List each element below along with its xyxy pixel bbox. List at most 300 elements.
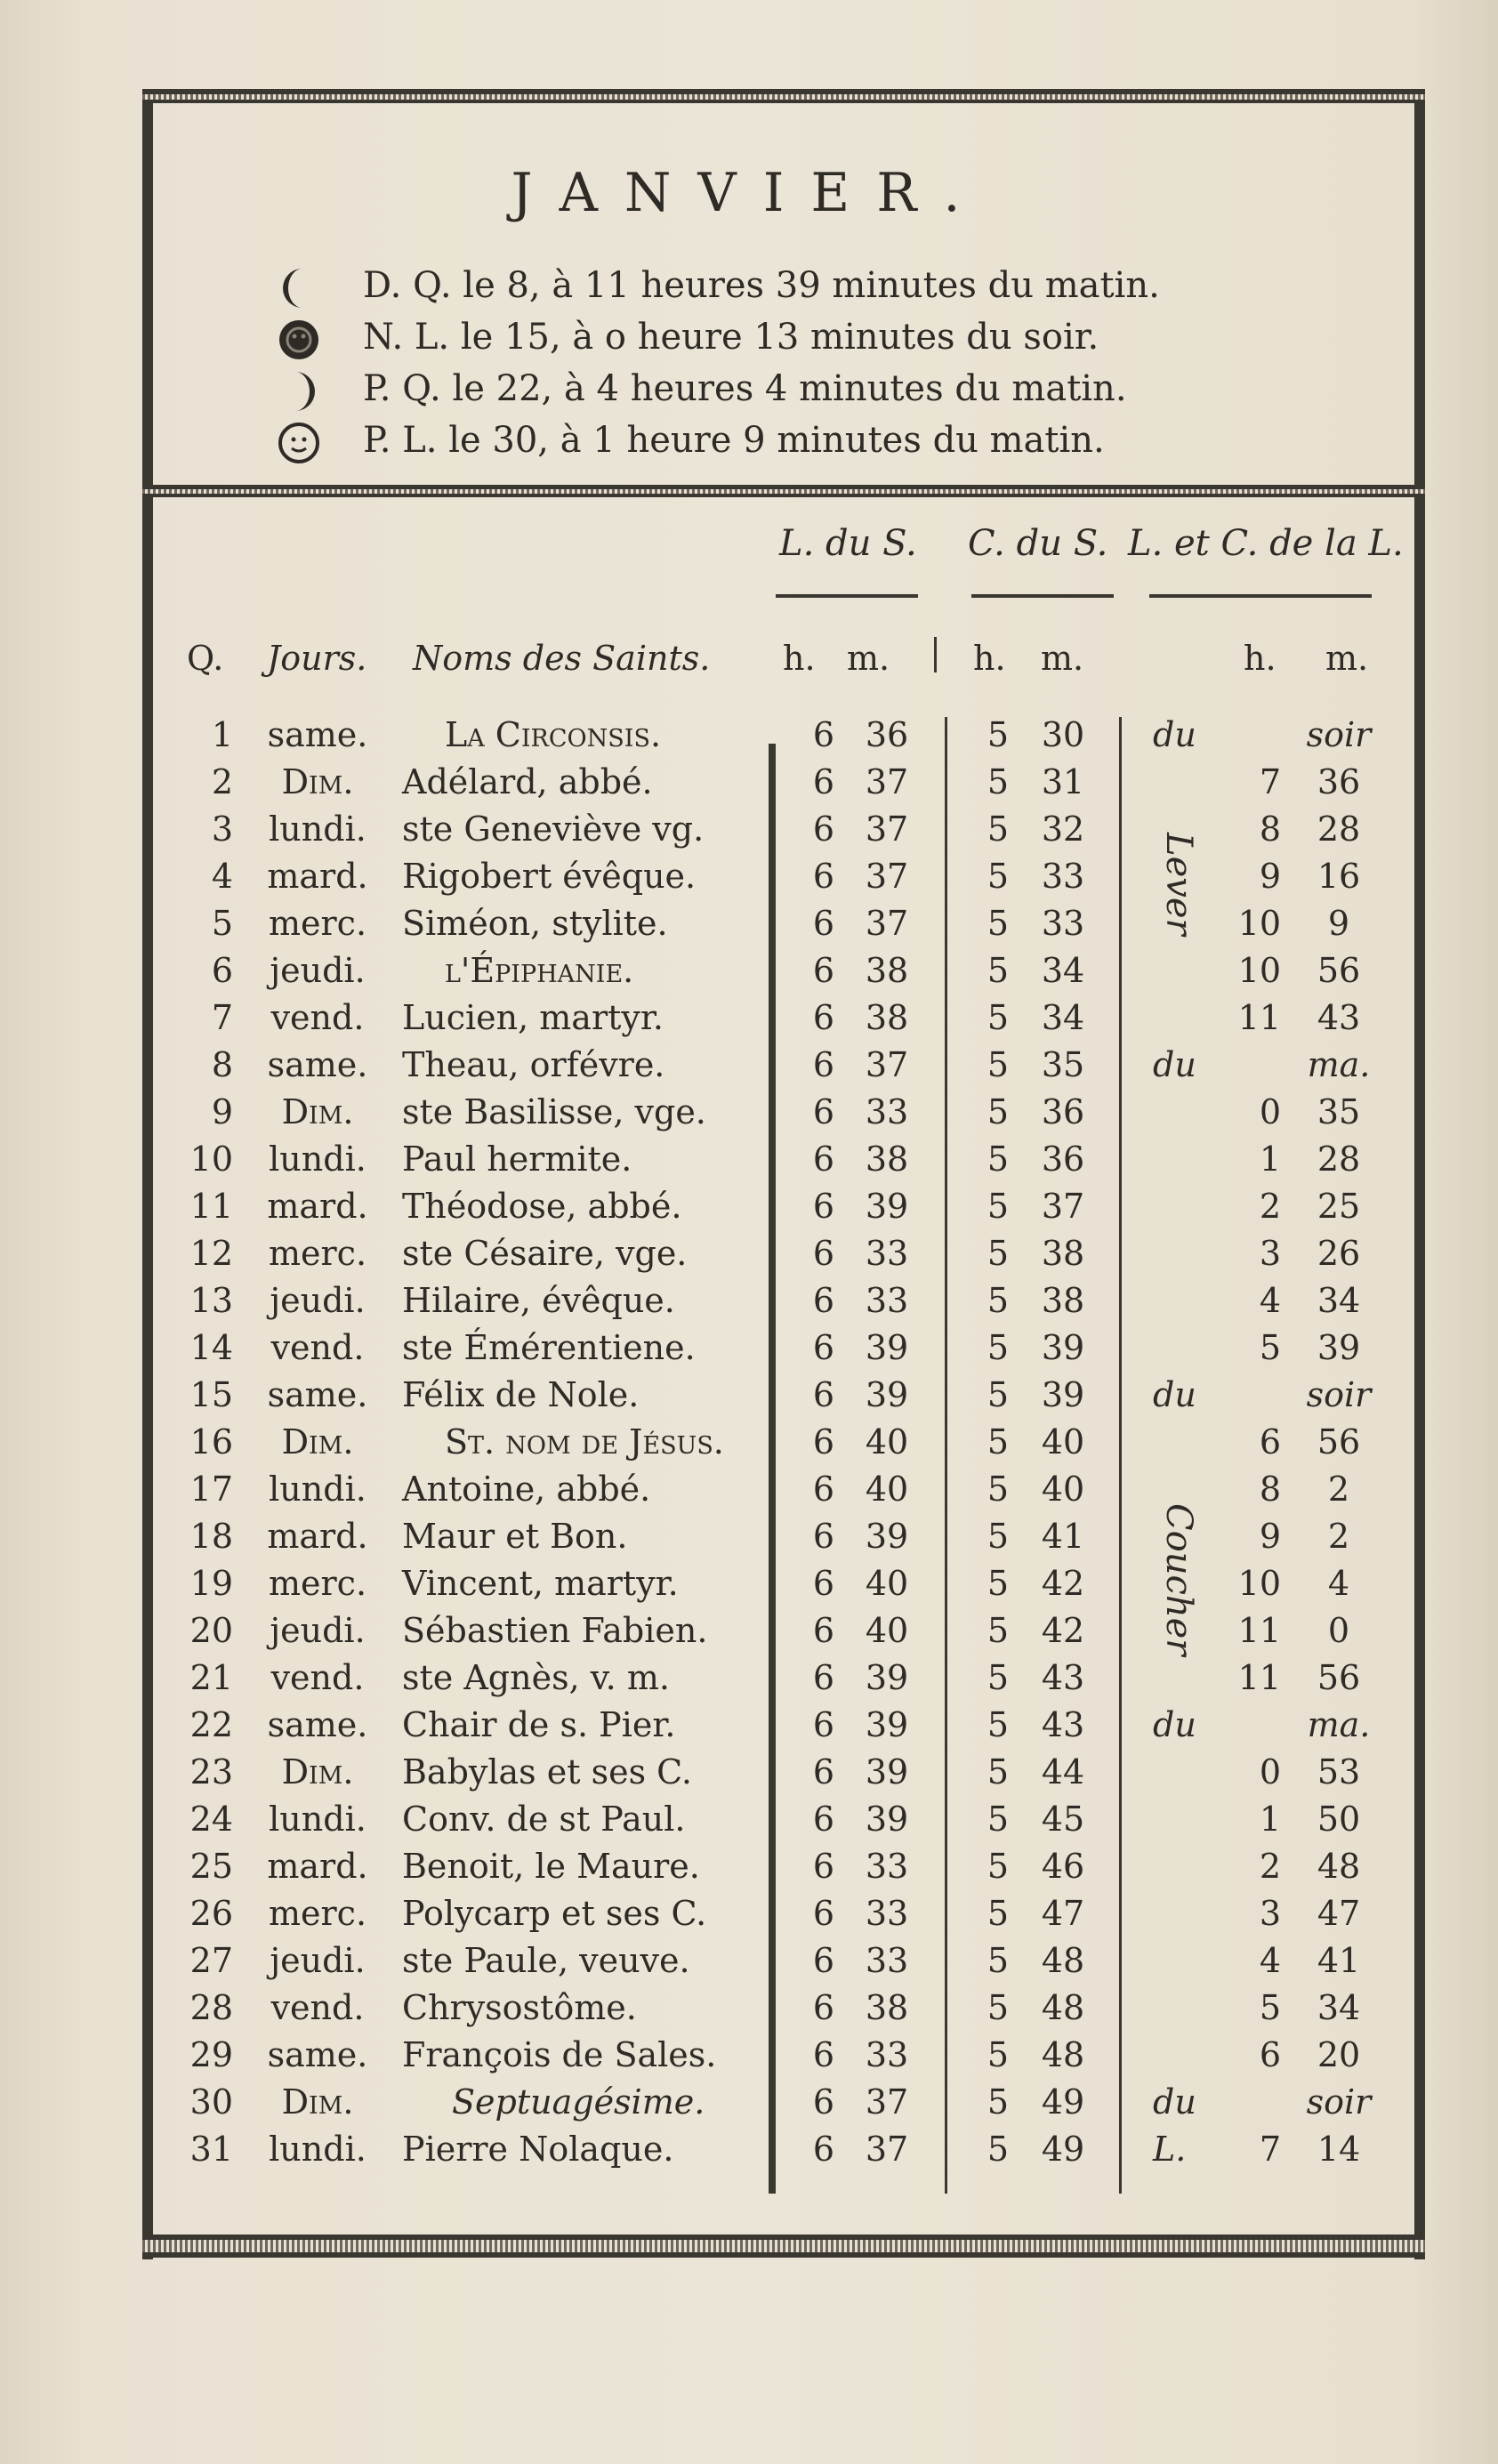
sunset-minute: 43	[1041, 1705, 1085, 1744]
moon-hour: 1	[1259, 1800, 1281, 1839]
sunset-minute: 31	[1041, 762, 1085, 801]
day-number: 13	[189, 1281, 233, 1320]
day-number: 23	[189, 1752, 233, 1792]
saint-name: Maur et Bon.	[402, 1517, 628, 1556]
moon-hour: 5	[1259, 1988, 1281, 2027]
saint-name: ste Émérentiene.	[402, 1328, 696, 1367]
saint-name: Septuagésime.	[452, 2082, 705, 2122]
header-h: h.	[783, 639, 816, 678]
sunrise-hour: 6	[812, 1705, 835, 1744]
table-row	[0, 1230, 1498, 1277]
moon-hour: 3	[1259, 1234, 1281, 1273]
sunset-hour: 5	[987, 1847, 1010, 1886]
phase-full-moon	[276, 415, 1343, 466]
sunrise-hour: 6	[812, 1800, 835, 1839]
moon-minute: 26	[1317, 1234, 1361, 1273]
sunrise-minute: 33	[865, 1092, 909, 1131]
moon-minute: 43	[1317, 998, 1361, 1037]
saint-name: Adélard, abbé.	[402, 762, 653, 801]
table-row	[0, 1372, 1498, 1419]
sunset-hour: 5	[987, 1800, 1010, 1839]
header-h: h.	[973, 639, 1006, 678]
table-row	[0, 1466, 1498, 1513]
weekday: Dim.	[281, 1092, 354, 1131]
moon-minute: 39	[1317, 1328, 1361, 1367]
month-title: JANVIER.	[511, 162, 987, 224]
moon-hour: 10	[1237, 904, 1281, 943]
table-row	[0, 1749, 1498, 1796]
sunrise-hour: 6	[812, 1422, 835, 1461]
moon-hour: 1	[1259, 1139, 1281, 1179]
sunrise-minute: 40	[865, 1611, 909, 1650]
weekday: same.	[267, 2035, 368, 2074]
sunrise-minute: 39	[865, 1187, 909, 1226]
sunrise-minute: 37	[865, 762, 909, 801]
moon-minute: 20	[1317, 2035, 1361, 2074]
sunset-minute: 37	[1041, 1187, 1085, 1226]
table-row	[0, 1796, 1498, 1843]
weekday: same.	[267, 1045, 368, 1084]
moon-note: du	[1153, 1375, 1196, 1414]
table-row	[0, 1985, 1498, 2032]
header-saints: Noms des Saints.	[413, 639, 711, 678]
sunrise-hour: 6	[812, 1847, 835, 1886]
sunrise-minute: 36	[865, 715, 909, 754]
day-number: 28	[189, 1988, 233, 2027]
sunset-hour: 5	[987, 2130, 1010, 2169]
sunrise-hour: 6	[812, 857, 835, 896]
weekday: Dim.	[281, 1752, 354, 1792]
sunrise-minute: 39	[865, 1517, 909, 1556]
sunrise-hour: 6	[812, 1375, 835, 1414]
day-number: 16	[189, 1422, 233, 1461]
sunrise-hour: 6	[812, 1187, 835, 1226]
day-number: 15	[189, 1375, 233, 1414]
sunset-hour: 5	[987, 1517, 1010, 1556]
moon-minute: 34	[1317, 1281, 1361, 1320]
saint-name: Hilaire, évêque.	[402, 1281, 675, 1320]
moon-minute: 2	[1327, 1517, 1350, 1556]
table-row	[0, 1560, 1498, 1607]
sunset-hour: 5	[987, 1752, 1010, 1792]
day-number: 14	[189, 1328, 233, 1367]
saint-name: Sébastien Fabien.	[402, 1611, 708, 1650]
sunset-minute: 34	[1041, 951, 1085, 990]
saint-name: Benoit, le Maure.	[402, 1847, 700, 1886]
header-jours: Jours.	[267, 639, 367, 678]
saint-name: Babylas et ses C.	[402, 1752, 692, 1792]
day-number: 6	[211, 951, 233, 990]
saint-name: Lucien, martyr.	[402, 998, 664, 1037]
moon-minute: 0	[1327, 1611, 1350, 1650]
weekday: vend.	[270, 998, 365, 1037]
saint-name: Pierre Nolaque.	[402, 2130, 674, 2169]
moon-hour: 5	[1259, 1328, 1281, 1367]
table-row	[0, 1325, 1498, 1372]
moon-minute: 14	[1317, 2130, 1361, 2169]
sunset-hour: 5	[987, 1328, 1010, 1367]
sunrise-minute: 39	[865, 1658, 909, 1697]
sunset-minute: 39	[1041, 1328, 1085, 1367]
sunrise-hour: 6	[812, 2082, 835, 2122]
weekday: mard.	[267, 1187, 368, 1226]
moon-minute: 50	[1317, 1800, 1361, 1839]
day-number: 7	[211, 998, 233, 1037]
coucher-label: Coucher	[1158, 1503, 1199, 1656]
weekday: merc.	[268, 904, 367, 943]
sunrise-minute: 33	[865, 1281, 909, 1320]
sunset-hour: 5	[987, 1092, 1010, 1131]
moon-minute: 25	[1317, 1187, 1361, 1226]
moon-hour: 4	[1259, 1941, 1281, 1980]
table-row	[0, 1042, 1498, 1089]
day-number: 17	[189, 1470, 233, 1509]
table-row	[0, 1089, 1498, 1136]
heading-rule	[1149, 594, 1372, 598]
phase-text: N. L. le 15, à o heure 13 minutes du soir.	[363, 317, 1099, 358]
sunset-hour: 5	[987, 1139, 1010, 1179]
moon-phases	[276, 260, 1343, 466]
moon-hour: 11	[1237, 998, 1281, 1037]
sunrise-hour: 6	[812, 1517, 835, 1556]
sunset-hour: 5	[987, 2035, 1010, 2074]
sunrise-hour: 6	[812, 715, 835, 754]
sunrise-hour: 6	[812, 2130, 835, 2169]
day-number: 29	[189, 2035, 233, 2074]
day-number: 1	[211, 715, 233, 754]
header-h: h.	[1244, 639, 1277, 678]
header-q: Q.	[187, 639, 224, 678]
moon-hour: 0	[1259, 1752, 1281, 1792]
sunrise-minute: 39	[865, 1800, 909, 1839]
full-moon-icon	[276, 420, 322, 466]
sunrise-hour: 6	[812, 762, 835, 801]
weekday: merc.	[268, 1234, 367, 1273]
saint-name: Chrysostôme.	[402, 1988, 637, 2027]
table-row	[0, 1277, 1498, 1325]
sunrise-hour: 6	[812, 1139, 835, 1179]
sunrise-minute: 39	[865, 1752, 909, 1792]
sunrise-hour: 6	[812, 1045, 835, 1084]
table-row	[0, 1937, 1498, 1985]
sunrise-hour: 6	[812, 1611, 835, 1650]
sunset-minute: 34	[1041, 998, 1085, 1037]
sunset-minute: 42	[1041, 1564, 1085, 1603]
sunset-hour: 5	[987, 2082, 1010, 2122]
sunset-hour: 5	[987, 857, 1010, 896]
weekday: same.	[267, 1705, 368, 1744]
day-number: 18	[189, 1517, 233, 1556]
table-row	[0, 2079, 1498, 2126]
sunset-minute: 49	[1041, 2130, 1085, 2169]
phase-first-quarter	[276, 363, 1343, 415]
sunset-heading: C. du S.	[968, 523, 1108, 564]
moon-minute: soir	[1306, 715, 1372, 754]
sunrise-minute: 38	[865, 1988, 909, 2027]
weekday: mard.	[267, 1847, 368, 1886]
sunset-minute: 39	[1041, 1375, 1085, 1414]
moon-minute: 41	[1317, 1941, 1361, 1980]
weekday: jeudi.	[270, 1611, 366, 1650]
sunset-minute: 48	[1041, 1941, 1085, 1980]
moon-minute: 56	[1317, 1422, 1361, 1461]
sunrise-hour: 6	[812, 904, 835, 943]
saint-name: François de Sales.	[402, 2035, 717, 2074]
sunrise-minute: 37	[865, 904, 909, 943]
sunset-hour: 5	[987, 1375, 1010, 1414]
heading-rule	[776, 594, 918, 598]
sunrise-minute: 33	[865, 1847, 909, 1886]
table-row	[0, 759, 1498, 806]
moon-hour: 8	[1259, 809, 1281, 849]
sunrise-hour: 6	[812, 1328, 835, 1367]
saint-name: La Circonsis.	[445, 715, 662, 754]
day-number: 4	[211, 857, 233, 896]
sunset-hour: 5	[987, 1045, 1010, 1084]
sunrise-minute: 38	[865, 951, 909, 990]
saint-name: ste Basilisse, vge.	[402, 1092, 706, 1131]
sunset-minute: 42	[1041, 1611, 1085, 1650]
sunset-minute: 33	[1041, 904, 1085, 943]
weekday: jeudi.	[270, 1941, 366, 1980]
sunrise-minute: 38	[865, 998, 909, 1037]
sunset-hour: 5	[987, 1422, 1010, 1461]
sunset-hour: 5	[987, 1281, 1010, 1320]
sunrise-minute: 39	[865, 1328, 909, 1367]
phase-last-quarter	[276, 260, 1343, 311]
sunrise-hour: 6	[812, 1234, 835, 1273]
weekday: lundi.	[269, 1470, 366, 1509]
lever-label: Lever	[1158, 833, 1199, 936]
moon-note: du	[1153, 715, 1196, 754]
sunrise-hour: 6	[812, 1941, 835, 1980]
weekday: same.	[267, 1375, 368, 1414]
sunrise-minute: 37	[865, 857, 909, 896]
sunrise-hour: 6	[812, 1894, 835, 1933]
moon-hour: 6	[1259, 1422, 1281, 1461]
saint-name: Siméon, stylite.	[402, 904, 668, 943]
day-number: 11	[189, 1187, 233, 1226]
moon-minute: ma.	[1307, 1705, 1371, 1744]
moon-minute: 35	[1317, 1092, 1361, 1131]
sunset-minute: 43	[1041, 1658, 1085, 1697]
saint-name: ste Agnès, v. m.	[402, 1658, 670, 1697]
table-row	[0, 1607, 1498, 1655]
sunset-hour: 5	[987, 1611, 1010, 1650]
table-row	[0, 1702, 1498, 1749]
top-ornament-rule	[142, 89, 1425, 103]
table-row	[0, 947, 1498, 994]
sunrise-minute: 33	[865, 1894, 909, 1933]
moon-hour: 6	[1259, 2035, 1281, 2074]
moon-minute: 4	[1327, 1564, 1350, 1603]
weekday: vend.	[270, 1328, 365, 1367]
day-number: 10	[189, 1139, 233, 1179]
moon-hour: 7	[1259, 762, 1281, 801]
sunset-hour: 5	[987, 809, 1010, 849]
sunrise-hour: 6	[812, 809, 835, 849]
moon-minute: soir	[1306, 2082, 1372, 2122]
sunrise-hour: 6	[812, 1658, 835, 1697]
sunset-minute: 40	[1041, 1422, 1085, 1461]
sunset-hour: 5	[987, 762, 1010, 801]
phase-text: P. Q. le 22, à 4 heures 4 minutes du matin.	[363, 368, 1127, 409]
sunset-minute: 30	[1041, 715, 1085, 754]
weekday: Dim.	[281, 2082, 354, 2122]
sunset-minute: 47	[1041, 1894, 1085, 1933]
day-number: 3	[211, 809, 233, 849]
weekday: same.	[267, 715, 368, 754]
saint-name: Chair de s. Pier.	[402, 1705, 676, 1744]
sunset-minute: 46	[1041, 1847, 1085, 1886]
table-row	[0, 994, 1498, 1042]
table-row	[0, 1655, 1498, 1702]
sunset-hour: 5	[987, 1470, 1010, 1509]
saint-name: l'Épiphanie.	[445, 951, 634, 990]
moon-minute: 56	[1317, 1658, 1361, 1697]
saint-name: Antoine, abbé.	[402, 1470, 651, 1509]
sunrise-hour: 6	[812, 1470, 835, 1509]
sunset-minute: 48	[1041, 1988, 1085, 2027]
table-row	[0, 712, 1498, 759]
day-number: 24	[189, 1800, 233, 1839]
moon-heading: L. et C. de la L.	[1128, 523, 1404, 564]
moon-hour: 10	[1237, 951, 1281, 990]
saint-name: Théodose, abbé.	[402, 1187, 682, 1226]
moon-hour: 7	[1259, 2130, 1281, 2169]
sunset-hour: 5	[987, 1705, 1010, 1744]
moon-hour: 9	[1259, 1517, 1281, 1556]
sunrise-hour: 6	[812, 2035, 835, 2074]
moon-hour: 4	[1259, 1281, 1281, 1320]
table-row	[0, 1843, 1498, 1890]
weekday: merc.	[268, 1564, 367, 1603]
moon-hour: 10	[1237, 1564, 1281, 1603]
moon-minute: 28	[1317, 809, 1361, 849]
header-m: m.	[1041, 639, 1084, 678]
sunset-hour: 5	[987, 951, 1010, 990]
sunset-minute: 49	[1041, 2082, 1085, 2122]
sunrise-minute: 37	[865, 2130, 909, 2169]
saint-name: Conv. de st Paul.	[402, 1800, 686, 1839]
table-row	[0, 900, 1498, 947]
sunset-hour: 5	[987, 1941, 1010, 1980]
sunrise-minute: 33	[865, 2035, 909, 2074]
saint-name: Paul hermite.	[402, 1139, 632, 1179]
day-number: 30	[189, 2082, 233, 2122]
weekday: lundi.	[269, 1139, 366, 1179]
weekday: lundi.	[269, 1800, 366, 1839]
saint-name: ste Geneviève vg.	[402, 809, 705, 849]
sunset-hour: 5	[987, 1187, 1010, 1226]
moon-hour: 2	[1259, 1187, 1281, 1226]
moon-minute: soir	[1306, 1375, 1372, 1414]
weekday: vend.	[270, 1658, 365, 1697]
moon-hour: 3	[1259, 1894, 1281, 1933]
sunset-minute: 36	[1041, 1092, 1085, 1131]
weekday: vend.	[270, 1988, 365, 2027]
header-m: m.	[847, 639, 890, 678]
moon-hour: 11	[1237, 1658, 1281, 1697]
phase-new-moon	[276, 311, 1343, 363]
sunset-hour: 5	[987, 715, 1010, 754]
sunset-hour: 5	[987, 1234, 1010, 1273]
table-row	[0, 1890, 1498, 1937]
table-row	[0, 806, 1498, 853]
moon-minute: 48	[1317, 1847, 1361, 1886]
sunrise-hour: 6	[812, 1988, 835, 2027]
moon-minute: 56	[1317, 951, 1361, 990]
sunset-minute: 32	[1041, 809, 1085, 849]
day-number: 22	[189, 1705, 233, 1744]
sunrise-minute: 39	[865, 1375, 909, 1414]
heading-rule	[971, 594, 1114, 598]
day-number: 21	[189, 1658, 233, 1697]
table-row	[0, 1136, 1498, 1183]
moon-note: du	[1153, 1045, 1196, 1084]
moon-minute: 47	[1317, 1894, 1361, 1933]
day-number: 31	[189, 2130, 233, 2169]
day-number: 8	[211, 1045, 233, 1084]
weekday: lundi.	[269, 809, 366, 849]
sunrise-minute: 37	[865, 809, 909, 849]
sunrise-hour: 6	[812, 1281, 835, 1320]
sunset-minute: 45	[1041, 1800, 1085, 1839]
moon-hour: 11	[1237, 1611, 1281, 1650]
weekday: mard.	[267, 1517, 368, 1556]
sunrise-hour: 6	[812, 998, 835, 1037]
moon-minute: 36	[1317, 762, 1361, 801]
moon-minute: ma.	[1307, 1045, 1371, 1084]
moon-note: du	[1153, 1705, 1196, 1744]
sunrise-minute: 40	[865, 1422, 909, 1461]
sunrise-hour: 6	[812, 951, 835, 990]
sunset-minute: 38	[1041, 1234, 1085, 1273]
phase-text: D. Q. le 8, à 11 heures 39 minutes du matin.	[363, 265, 1160, 306]
day-number: 12	[189, 1234, 233, 1273]
saint-name: ste Césaire, vge.	[402, 1234, 688, 1273]
phase-text: P. L. le 30, à 1 heure 9 minutes du matin.	[363, 420, 1105, 461]
table-row	[0, 1419, 1498, 1466]
sunrise-minute: 39	[865, 1705, 909, 1744]
moon-note: L.	[1153, 2130, 1187, 2169]
first-quarter-moon-icon	[276, 368, 322, 415]
sunset-minute: 33	[1041, 857, 1085, 896]
sunrise-heading: L. du S.	[779, 523, 917, 564]
moon-hour: 8	[1259, 1470, 1281, 1509]
saint-name: St. nom de Jésus.	[445, 1422, 724, 1461]
weekday: lundi.	[269, 2130, 366, 2169]
saint-name: Polycarp et ses C.	[402, 1894, 707, 1933]
header-m: m.	[1325, 639, 1369, 678]
saint-name: Félix de Nole.	[402, 1375, 640, 1414]
sunset-hour: 5	[987, 1988, 1010, 2027]
sunrise-minute: 33	[865, 1234, 909, 1273]
moon-minute: 9	[1327, 904, 1350, 943]
weekday: merc.	[268, 1894, 367, 1933]
new-moon-icon	[276, 317, 322, 363]
moon-minute: 28	[1317, 1139, 1361, 1179]
moon-minute: 34	[1317, 1988, 1361, 2027]
bottom-ornament-rule	[142, 2235, 1425, 2258]
sunset-hour: 5	[987, 1894, 1010, 1933]
weekday: jeudi.	[270, 1281, 366, 1320]
day-number: 9	[211, 1092, 233, 1131]
table-row	[0, 2032, 1498, 2079]
sunset-minute: 36	[1041, 1139, 1085, 1179]
sunrise-minute: 38	[865, 1139, 909, 1179]
moon-note: du	[1153, 2082, 1196, 2122]
